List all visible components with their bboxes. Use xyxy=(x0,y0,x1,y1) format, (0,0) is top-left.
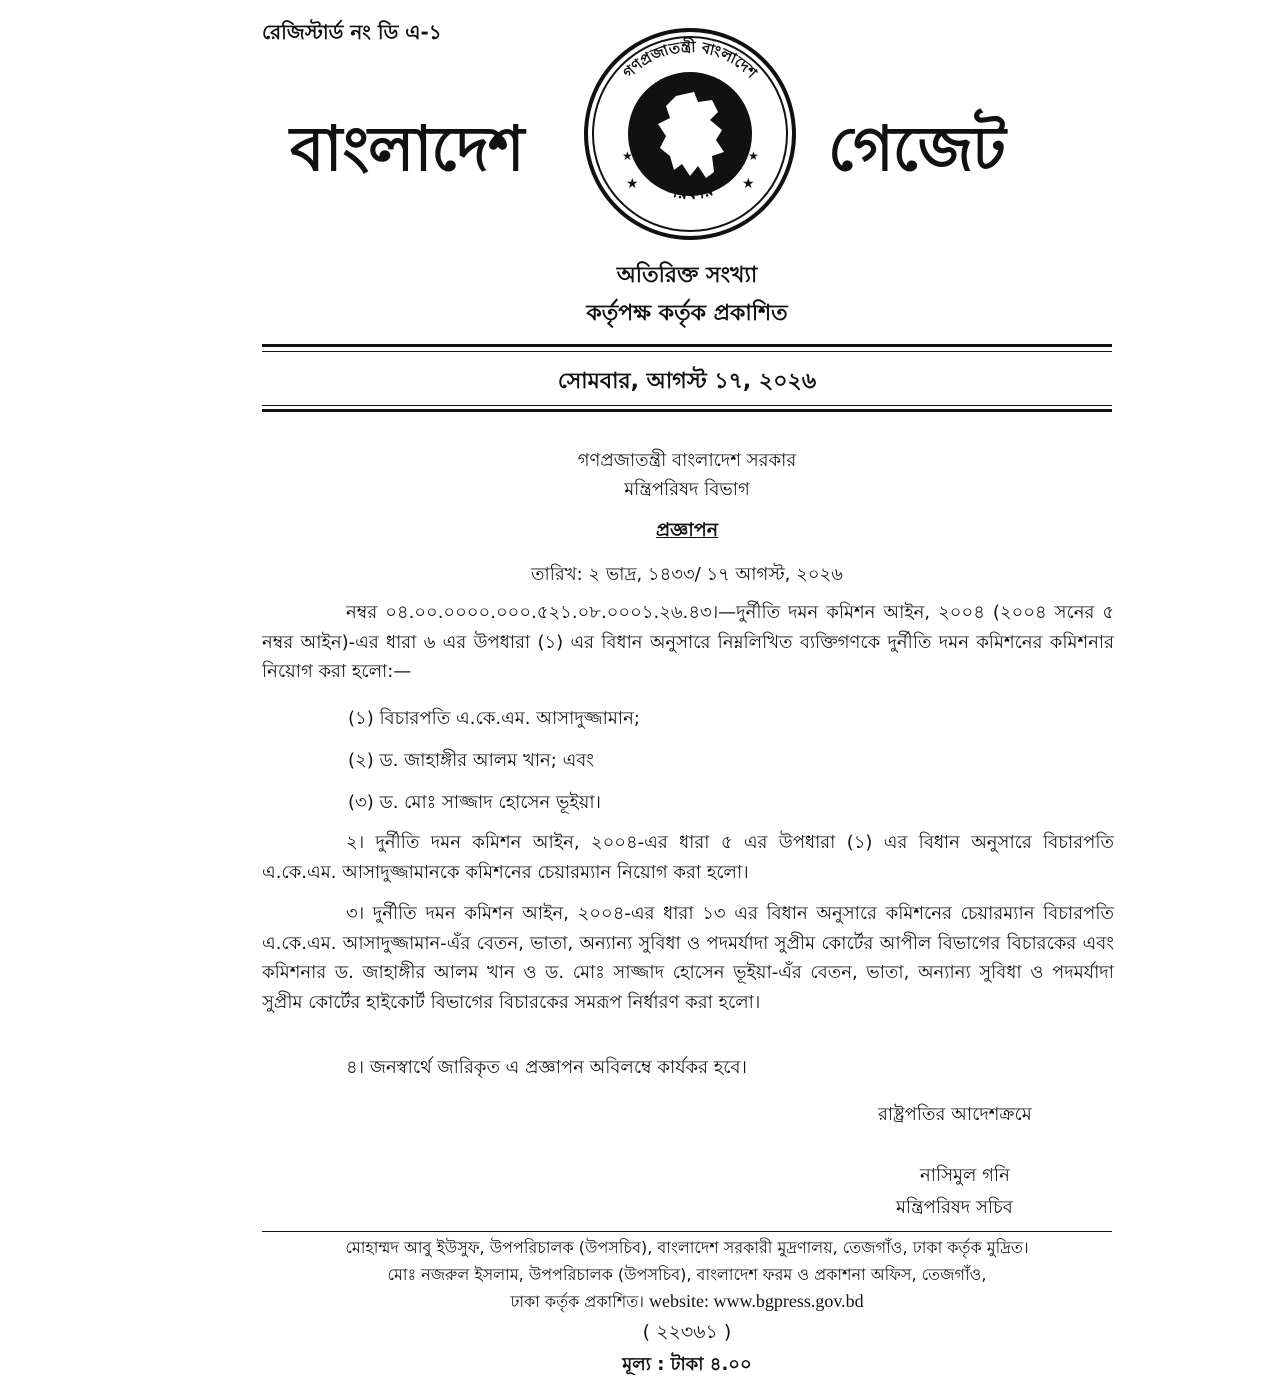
paragraph-3-text: ৩। দুর্নীতি দমন কমিশন আইন, ২০০৪-এর ধারা ১৩ এর বিধান অনুসারে কমিশনের চেয়ারম্যান বিচারপতি এ.কে.এম. আসাদুজ্জামান-এঁর বেতন, ভাতা, অন্যান্য সুবিধা ও পদমর্যাদা সুপ্রীম কোর্টের আপীল বিভাগের বিচারকের এবং কমিশনার ড. জাহাঙ্গীর আলম খান ও ড. মোঃ সাজ্জাদ হোসেন ভূইয়া-এঁর বেতন, ভাতা, অন্যান্য সুবিধা ও পদমর্যাদা সুপ্রীম কোর্টের হাইকোর্ট বিভাগের বিচারকের সমরূপ নির্ধারণ করা হলো। xyxy=(262,903,1114,1013)
notification-date: তারিখ: ২ ভাদ্র, ১৪৩৩/ ১৭ আগস্ট, ২০২৬ xyxy=(531,564,843,585)
svg-text:★: ★ xyxy=(742,176,755,192)
publisher-credit-text: ঢাকা কর্তৃক প্রকাশিত। xyxy=(510,1292,644,1311)
printer-credit: মোহাম্মদ আবু ইউসুফ, উপপরিচালক (উপসচিব), বাংলাদেশ সরকারী মুদ্রণালয়, তেজগাঁও, ঢাকা কর্তৃক মুদ্রিত। xyxy=(345,1238,1029,1257)
paragraph-2 xyxy=(262,828,1114,887)
paragraph-1 xyxy=(262,598,1114,687)
gazette-date: সোমবার, আগস্ট ১৭, ২০২৬ xyxy=(557,369,817,394)
list-item: (১) বিচারপতি এ.কে.এম. আসাদুজ্জামান; xyxy=(348,708,640,729)
list-item: (৩) ড. মোঃ সাজ্জাদ হোসেন ভূইয়া। xyxy=(348,792,601,813)
svg-text:গণপ্রজাতন্ত্রী বাংলাদেশ: গণপ্রজাতন্ত্রী বাংলাদেশ xyxy=(619,37,761,82)
paragraph-4-text: ৪। জনস্বার্থে জারিকৃত এ প্রজ্ঞাপন অবিলম্বে কার্যকর হবে। xyxy=(346,1057,747,1078)
extra-issue-label: অতিরিক্ত সংখ্যা xyxy=(616,263,758,288)
masthead-title-right: গেজেট xyxy=(828,112,1005,185)
serial-number: ( ২২৩৬১ ) xyxy=(642,1321,732,1343)
government-name: গণপ্রজাতন্ত্রী বাংলাদেশ সরকার xyxy=(577,450,797,471)
paragraph-4 xyxy=(262,1053,1114,1083)
publisher-credit-line2 xyxy=(262,1292,1112,1310)
publisher-credit-line1: মোঃ নজরুল ইসলাম, উপপরিচালক (উপসচিব), বাংলাদেশ ফরম ও প্রকাশনা অফিস, তেজগাঁও, xyxy=(387,1265,987,1284)
registration-number: রেজিস্টার্ড নং ডি এ-১ xyxy=(262,20,442,44)
footer-divider xyxy=(262,1231,1112,1232)
svg-text:★: ★ xyxy=(748,149,759,163)
paragraph-3 xyxy=(262,899,1114,1017)
notification-title-text: প্রজ্ঞাপন xyxy=(655,519,719,541)
masthead-title-left: বাংলাদেশ xyxy=(290,112,524,185)
svg-text:★: ★ xyxy=(622,149,633,163)
list-item: (২) ড. জাহাঙ্গীর আলম খান; এবং xyxy=(348,750,595,771)
website-link[interactable]: website: www.bgpress.gov.bd xyxy=(649,1291,864,1311)
signatory-name: নাসিমুল গনি xyxy=(920,1165,1010,1186)
header-divider-bottom-thin xyxy=(262,405,1112,406)
header-divider-bottom xyxy=(262,409,1112,412)
svg-text:সরকার: সরকার xyxy=(664,179,716,205)
government-seal-logo xyxy=(582,26,798,242)
division-name: মন্ত্রিপরিষদ বিভাগ xyxy=(624,479,750,500)
order-by-president: রাষ্ট্রপতির আদেশক্রমে xyxy=(878,1104,1032,1125)
paragraph-1-text: নম্বর ০৪.০০.০০০০.০০০.৫২১.০৮.০০০১.২৬.৪৩।—দুর্নীতি দমন কমিশন আইন, ২০০৪ (২০০৪ সনের ৫ নম্বর আইন)-এর ধারা ৬ এর উপধারা (১) এর বিধান অনুসারে নিম্নলিখিত ব্যক্তিগণকে দুর্নীতি দমন কমিশনের কমিশনার নিয়োগ করা হলো:— xyxy=(262,602,1114,682)
header-divider-top xyxy=(262,344,1112,347)
signatory-designation: মন্ত্রিপরিষদ সচিব xyxy=(896,1197,1013,1218)
paragraph-2-text: ২। দুর্নীতি দমন কমিশন আইন, ২০০৪-এর ধারা ৫ এর উপধারা (১) এর বিধান অনুসারে বিচারপতি এ.কে.এম. আসাদুজ্জামানকে কমিশনের চেয়ারম্যান নিয়োগ করা হলো। xyxy=(262,832,1114,883)
header-divider-top-thin xyxy=(262,351,1112,352)
published-by-authority: কর্তৃপক্ষ কর্তৃক প্রকাশিত xyxy=(586,301,788,326)
svg-text:★: ★ xyxy=(626,176,639,192)
price-label: মূল্য : টাকা ৪.০০ xyxy=(622,1354,752,1375)
notification-title xyxy=(262,516,1112,548)
